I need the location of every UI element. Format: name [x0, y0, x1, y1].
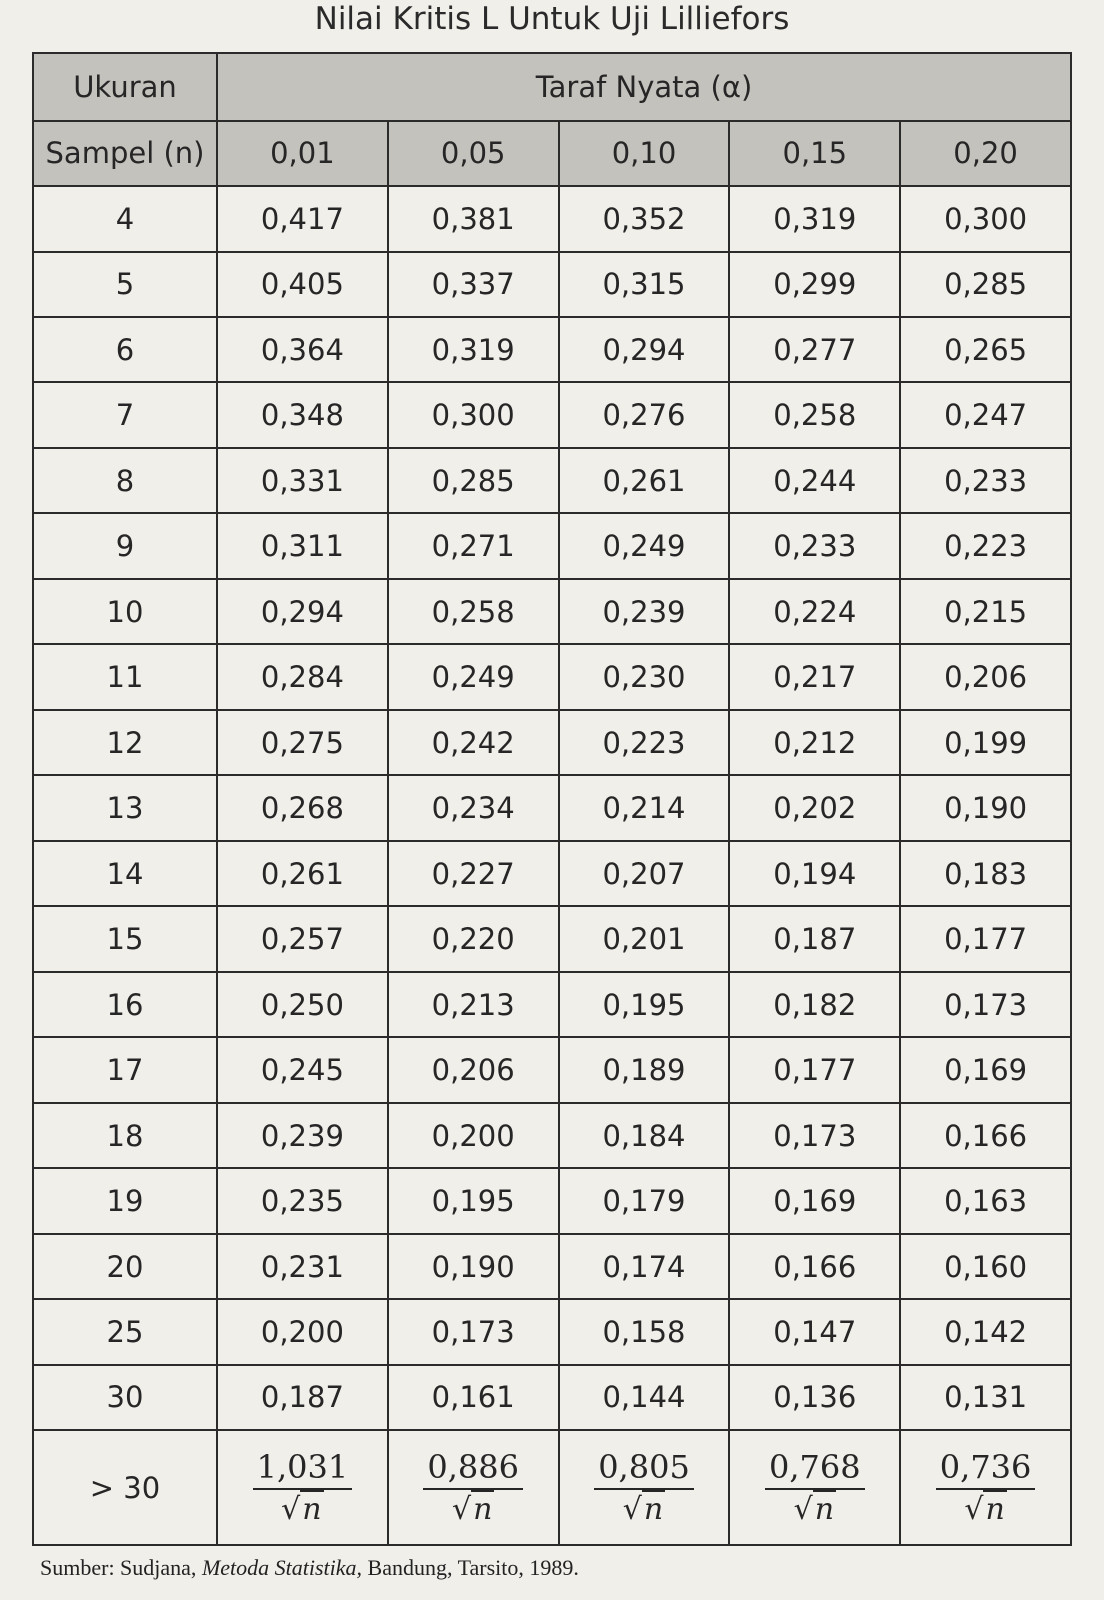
critical-value-cell: 0,207	[559, 841, 730, 906]
sample-size-cell: 7	[33, 382, 217, 447]
critical-value-cell: 0,244	[729, 448, 900, 513]
critical-value-cell: 0,187	[729, 906, 900, 971]
fraction-numerator: 0,886	[423, 1448, 523, 1490]
critical-value-cell: 0,195	[559, 972, 730, 1037]
critical-value-cell: 0,202	[729, 775, 900, 840]
critical-value-cell: 0,258	[388, 579, 559, 644]
critical-value-cell: 0,276	[559, 382, 730, 447]
table-row	[33, 906, 1071, 971]
critical-value-cell: 0,245	[217, 1037, 388, 1102]
critical-value-cell: 0,311	[217, 513, 388, 578]
critical-value-cell: 0,223	[900, 513, 1071, 578]
critical-value-cell: 0,194	[729, 841, 900, 906]
critical-value-cell: 0,201	[559, 906, 730, 971]
table-row	[33, 513, 1071, 578]
header-sampel: Sampel (n)	[33, 121, 217, 186]
critical-value-cell: 0,215	[900, 579, 1071, 644]
fraction	[253, 1448, 353, 1527]
table-row	[33, 775, 1071, 840]
table-row	[33, 1168, 1071, 1233]
header-row-2	[33, 121, 1071, 186]
header-taraf-nyata: Taraf Nyata (α)	[217, 53, 1071, 121]
critical-value-cell: 0,136	[729, 1365, 900, 1430]
critical-value-cell: 0,144	[559, 1365, 730, 1430]
critical-value-cell: 0,182	[729, 972, 900, 1037]
sqrt-variable: n	[473, 1492, 493, 1528]
critical-value-cell: 0,268	[217, 775, 388, 840]
critical-value-cell: 0,261	[559, 448, 730, 513]
critical-value-cell: 0,160	[900, 1234, 1071, 1299]
table-row	[33, 644, 1071, 709]
sample-size-cell: 6	[33, 317, 217, 382]
critical-value-cell: 0,300	[388, 382, 559, 447]
critical-value-cell: 0,179	[559, 1168, 730, 1233]
fraction-numerator: 0,805	[594, 1448, 694, 1490]
critical-value-cell: 0,271	[388, 513, 559, 578]
critical-value-cell: 0,200	[217, 1299, 388, 1364]
sample-size-cell: 15	[33, 906, 217, 971]
table-row	[33, 972, 1071, 1037]
sample-size-cell: 5	[33, 252, 217, 317]
critical-value-cell: 0,235	[217, 1168, 388, 1233]
table-row	[33, 710, 1071, 775]
critical-value-cell: 0,319	[388, 317, 559, 382]
critical-value-cell: 0,352	[559, 186, 730, 251]
critical-value-cell: 0,190	[388, 1234, 559, 1299]
critical-value-cell: 0,364	[217, 317, 388, 382]
table-row	[33, 448, 1071, 513]
critical-value-cell: 0,166	[729, 1234, 900, 1299]
critical-value-cell: 0,319	[729, 186, 900, 251]
sqrt-symbol: √	[451, 1492, 472, 1528]
critical-value-cell: 0,261	[217, 841, 388, 906]
table-row	[33, 252, 1071, 317]
critical-value-cell: 0,206	[900, 644, 1071, 709]
fraction-denominator	[623, 1490, 665, 1527]
fraction-numerator: 0,768	[765, 1448, 865, 1490]
header-ukuran: Ukuran	[33, 53, 217, 121]
table-row-large-n	[33, 1430, 1071, 1545]
critical-value-cell: 0,294	[559, 317, 730, 382]
sample-size-cell: 9	[33, 513, 217, 578]
table-row	[33, 1234, 1071, 1299]
critical-value-cell: 0,184	[559, 1103, 730, 1168]
header-alpha: 0,01	[217, 121, 388, 186]
footer-suffix: Bandung, Tarsito, 1989.	[367, 1555, 579, 1580]
table-row	[33, 186, 1071, 251]
critical-value-cell: 0,173	[900, 972, 1071, 1037]
sqrt-symbol: √	[281, 1492, 301, 1528]
critical-value-cell: 0,231	[217, 1234, 388, 1299]
table-row	[33, 1037, 1071, 1102]
critical-value-cell: 0,169	[729, 1168, 900, 1233]
header-alpha: 0,20	[900, 121, 1071, 186]
fraction-numerator: 1,031	[253, 1448, 353, 1490]
critical-value-cell: 0,227	[388, 841, 559, 906]
lilliefors-table	[32, 52, 1072, 1546]
critical-value-cell: 0,200	[388, 1103, 559, 1168]
critical-value-cell: 0,174	[559, 1234, 730, 1299]
sample-size-cell: 17	[33, 1037, 217, 1102]
critical-value-cell: 0,220	[388, 906, 559, 971]
critical-value-cell: 0,161	[388, 1365, 559, 1430]
header-alpha: 0,15	[729, 121, 900, 186]
critical-value-cell: 0,250	[217, 972, 388, 1037]
critical-value-cell: 0,300	[900, 186, 1071, 251]
fraction	[423, 1448, 523, 1527]
sqrt-symbol: √	[793, 1492, 813, 1528]
sample-size-cell: 10	[33, 579, 217, 644]
critical-value-cell: 0,239	[217, 1103, 388, 1168]
critical-value-cell: 0,147	[729, 1299, 900, 1364]
critical-value-cell: 0,224	[729, 579, 900, 644]
sample-size-cell: 12	[33, 710, 217, 775]
critical-value-cell: 0,173	[729, 1103, 900, 1168]
header-alpha: 0,05	[388, 121, 559, 186]
critical-value-cell: 0,131	[900, 1365, 1071, 1430]
fraction-denominator	[964, 1490, 1006, 1527]
critical-value-cell: 0,163	[900, 1168, 1071, 1233]
critical-value-cell: 0,173	[388, 1299, 559, 1364]
critical-value-cell: 0,189	[559, 1037, 730, 1102]
fraction-denominator	[281, 1490, 323, 1527]
critical-value-cell: 0,230	[559, 644, 730, 709]
critical-value-cell: 0,166	[900, 1103, 1071, 1168]
critical-value-cell: 0,212	[729, 710, 900, 775]
table-row	[33, 382, 1071, 447]
sample-size-cell: 8	[33, 448, 217, 513]
critical-value-cell: 0,217	[729, 644, 900, 709]
critical-value-cell: 0,247	[900, 382, 1071, 447]
critical-value-cell: 0,239	[559, 579, 730, 644]
critical-formula-cell	[559, 1430, 730, 1545]
critical-value-cell: 0,285	[388, 448, 559, 513]
fraction	[936, 1448, 1036, 1527]
critical-value-cell: 0,381	[388, 186, 559, 251]
critical-value-cell: 0,223	[559, 710, 730, 775]
footer-book: Metoda Statistika,	[201, 1555, 363, 1580]
table-row	[33, 1299, 1071, 1364]
fraction-numerator: 0,736	[936, 1448, 1036, 1490]
critical-value-cell: 0,294	[217, 579, 388, 644]
fraction	[594, 1448, 694, 1527]
header-alpha: 0,10	[559, 121, 730, 186]
critical-value-cell: 0,249	[388, 644, 559, 709]
source-footer	[40, 1555, 579, 1581]
footer-prefix: Sumber: Sudjana,	[40, 1555, 197, 1580]
critical-value-cell: 0,187	[217, 1365, 388, 1430]
table-row	[33, 1103, 1071, 1168]
critical-formula-cell	[729, 1430, 900, 1545]
critical-value-cell: 0,284	[217, 644, 388, 709]
critical-value-cell: 0,169	[900, 1037, 1071, 1102]
sqrt-variable: n	[643, 1492, 664, 1528]
sample-size-cell: 20	[33, 1234, 217, 1299]
critical-value-cell: 0,417	[217, 186, 388, 251]
sample-size-cell: 11	[33, 644, 217, 709]
critical-value-cell: 0,265	[900, 317, 1071, 382]
critical-formula-cell	[217, 1430, 388, 1545]
sample-size-cell: 25	[33, 1299, 217, 1364]
table-row	[33, 579, 1071, 644]
critical-value-cell: 0,177	[729, 1037, 900, 1102]
sqrt-variable: n	[814, 1492, 835, 1528]
critical-value-cell: 0,285	[900, 252, 1071, 317]
fraction-denominator	[452, 1490, 494, 1527]
critical-value-cell: 0,183	[900, 841, 1071, 906]
critical-value-cell: 0,242	[388, 710, 559, 775]
critical-value-cell: 0,213	[388, 972, 559, 1037]
header-row-1	[33, 53, 1071, 121]
critical-value-cell: 0,277	[729, 317, 900, 382]
critical-value-cell: 0,142	[900, 1299, 1071, 1364]
critical-value-cell: 0,190	[900, 775, 1071, 840]
critical-value-cell: 0,249	[559, 513, 730, 578]
critical-value-cell: 0,234	[388, 775, 559, 840]
fraction-denominator	[794, 1490, 836, 1527]
critical-value-cell: 0,405	[217, 252, 388, 317]
critical-value-cell: 0,233	[900, 448, 1071, 513]
sample-size-cell: 18	[33, 1103, 217, 1168]
critical-value-cell: 0,299	[729, 252, 900, 317]
critical-value-cell: 0,348	[217, 382, 388, 447]
critical-value-cell: 0,331	[217, 448, 388, 513]
sample-size-cell: 14	[33, 841, 217, 906]
critical-formula-cell	[388, 1430, 559, 1545]
sample-size-cell: > 30	[33, 1430, 217, 1545]
sample-size-cell: 4	[33, 186, 217, 251]
critical-value-cell: 0,195	[388, 1168, 559, 1233]
critical-value-cell: 0,206	[388, 1037, 559, 1102]
critical-value-cell: 0,257	[217, 906, 388, 971]
critical-value-cell: 0,158	[559, 1299, 730, 1364]
sample-size-cell: 13	[33, 775, 217, 840]
critical-value-cell: 0,258	[729, 382, 900, 447]
sample-size-cell: 30	[33, 1365, 217, 1430]
sqrt-variable: n	[302, 1492, 322, 1528]
fraction	[765, 1448, 865, 1527]
critical-value-cell: 0,199	[900, 710, 1071, 775]
sqrt-symbol: √	[964, 1492, 984, 1528]
critical-value-cell: 0,275	[217, 710, 388, 775]
critical-value-cell: 0,233	[729, 513, 900, 578]
sqrt-variable: n	[985, 1492, 1005, 1528]
critical-value-cell: 0,337	[388, 252, 559, 317]
table-row	[33, 317, 1071, 382]
table-row	[33, 841, 1071, 906]
page-title: Nilai Kritis L Untuk Uji Lilliefors	[314, 1, 790, 37]
sample-size-cell: 16	[33, 972, 217, 1037]
critical-value-cell: 0,214	[559, 775, 730, 840]
table-row	[33, 1365, 1071, 1430]
sqrt-symbol: √	[622, 1492, 642, 1528]
critical-value-cell: 0,177	[900, 906, 1071, 971]
critical-formula-cell	[900, 1430, 1071, 1545]
critical-value-cell: 0,315	[559, 252, 730, 317]
sample-size-cell: 19	[33, 1168, 217, 1233]
